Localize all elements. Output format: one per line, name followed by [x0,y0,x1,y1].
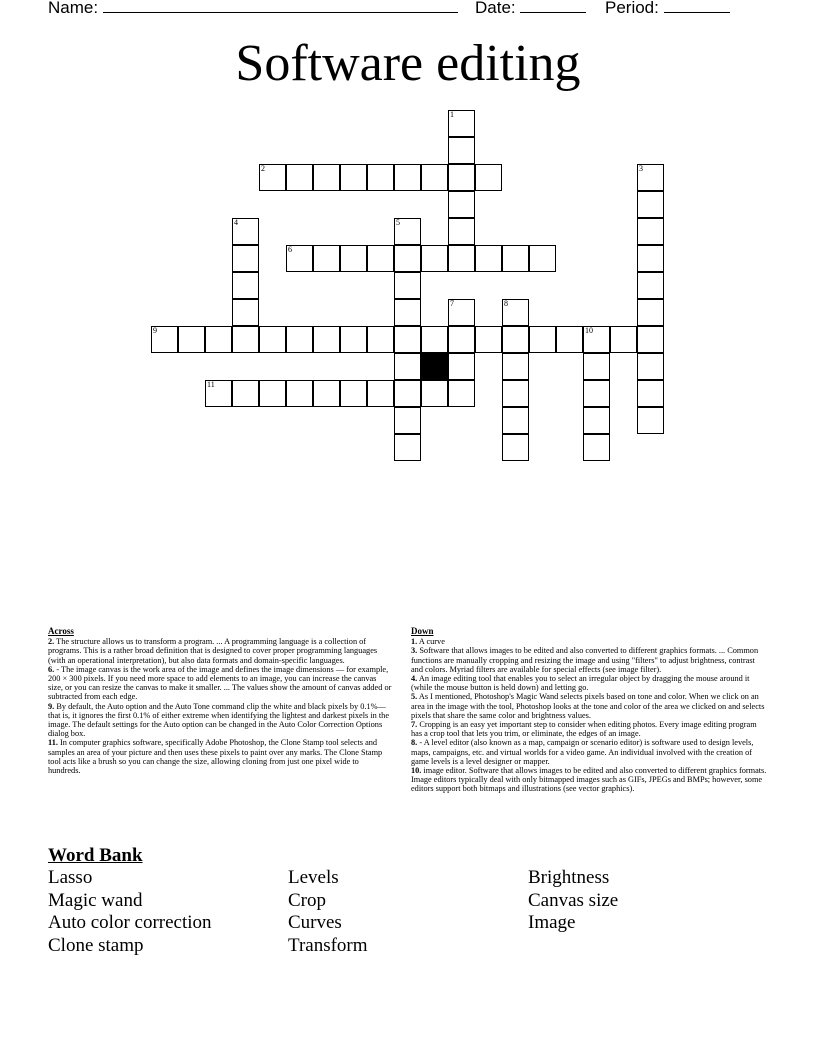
grid-cell[interactable] [394,272,421,299]
grid-cell[interactable] [394,218,421,245]
grid-cell[interactable] [448,164,475,191]
grid-cell[interactable] [448,137,475,164]
clue-number: 3. [411,646,418,656]
grid-cell[interactable] [556,326,583,353]
clue-number-label: 3 [639,164,643,173]
name-label: Name: [48,0,99,17]
clue-number: 5. [411,692,418,702]
grid-cell[interactable] [394,299,421,326]
word-bank-item: Levels [288,867,339,888]
clue-text: As I mentioned, Photoshop's Magic Wand selects pixels based on tone and color. When we click on an area in the image with the tool, Photoshop looks at the tone and color of the area we clicked on and selects pixels that share the same color and brightness values. [411,692,765,720]
clue-number-label: 9 [153,326,157,335]
clue-number-label: 5 [396,218,400,227]
grid-cell[interactable] [286,380,313,407]
clue-number-label: 8 [504,299,508,308]
grid-cell[interactable] [637,407,664,434]
clue-number-label: 10 [585,326,593,335]
clue-number: 7. [411,720,418,730]
grid-cell[interactable] [637,218,664,245]
grid-cell[interactable] [367,380,394,407]
grid-cell[interactable] [583,380,610,407]
grid-cell[interactable] [394,164,421,191]
period-label: Period: [605,0,659,17]
grid-cell[interactable] [583,326,610,353]
grid-cell[interactable] [502,245,529,272]
clue-text: An image editing tool that enables you to select an irregular object by dragging the mouse around it (while the mouse button is held down) and letting go. [411,674,750,693]
clue-number: 10. [411,766,422,776]
word-bank-item: Image [528,912,576,934]
clue-text: In computer graphics software, specifically Adobe Photoshop, the Clone Stamp tool selects and samples an area of your picture and then uses these pixels to paint over any marks. The Clone Stamp tool acts like a brush so you can change the size, allowing cloning from just one pixel wide to hundreds. [48,738,383,776]
grid-cell[interactable] [421,380,448,407]
black-square [421,353,448,380]
grid-cell[interactable] [583,434,610,461]
grid-cell[interactable] [205,326,232,353]
grid-cell[interactable] [232,245,259,272]
grid-cell[interactable] [313,326,340,353]
clue-text: Cropping is an easy yet important step to consider when editing photos. Every image editing program has a crop tool that lets you trim, or eliminate, the edges of an image. [411,720,757,739]
grid-cell[interactable] [367,326,394,353]
word-bank-title: Word Bank [48,845,143,866]
grid-cell[interactable] [421,164,448,191]
word-bank-item: Brightness [528,867,610,888]
clue-number: 8. [411,738,418,748]
clue-number-label: 7 [450,299,454,308]
clue-number-label: 11 [207,380,215,389]
clue-across [48,738,393,775]
grid-cell[interactable] [448,218,475,245]
clue-text: A curve [418,637,445,647]
clue-number-label: 2 [261,164,265,173]
clue-down [411,720,768,738]
grid-cell[interactable] [637,353,664,380]
grid-cell[interactable] [151,326,178,353]
clue-text: By default, the Auto option and the Auto Tone command clip the white and black pixels by 0.1%—that is, it ignores the first 0.1% of either extreme when identifying the lightest and darkest pixels in the image. The default settings for the Auto option can be changed in the Auto Color Correction Options dialog box. [48,701,390,739]
clue-down [411,646,768,674]
word-bank-column [288,867,368,957]
grid-cell[interactable] [178,326,205,353]
grid-cell[interactable] [610,326,637,353]
grid-cell[interactable] [475,245,502,272]
date-label: Date: [475,0,516,17]
word-bank-item: Magic wand [48,889,143,911]
grid-cell[interactable] [313,380,340,407]
clue-number-label: 4 [234,218,238,227]
grid-cell[interactable] [502,326,529,353]
clue-number: 2. [48,637,55,647]
grid-cell[interactable] [367,164,394,191]
clue-across [48,702,393,739]
grid-cell[interactable] [394,434,421,461]
grid-cell[interactable] [448,380,475,407]
clue-across [48,665,393,702]
grid-cell[interactable] [637,326,664,353]
grid-cell[interactable] [313,245,340,272]
across-heading: Across [48,626,74,636]
grid-cell[interactable] [448,245,475,272]
clue-down [411,766,768,794]
grid-cell[interactable] [340,245,367,272]
clue-down [411,738,768,766]
grid-cell[interactable] [394,353,421,380]
clue-down [411,692,768,720]
word-bank-item: Canvas size [528,889,619,911]
grid-cell[interactable] [502,353,529,380]
word-bank-item: Auto color correction [48,912,212,934]
grid-cell[interactable] [286,245,313,272]
grid-cell[interactable] [637,272,664,299]
clue-text: - A level editor (also known as a map, campaign or scenario editor) is software used to design levels, maps, campaigns, etc. and virtual worlds for a video game. An individual involved with the creation of game levels is a level designer or mapper. [411,738,754,766]
grid-cell[interactable] [232,326,259,353]
down-clues [411,627,768,794]
word-bank-item: Clone stamp [48,934,144,956]
grid-cell[interactable] [637,164,664,191]
grid-cell[interactable] [286,164,313,191]
grid-cell[interactable] [502,407,529,434]
grid-cell[interactable] [259,380,286,407]
grid-cell[interactable] [502,299,529,326]
grid-cell[interactable] [637,191,664,218]
clue-text: Software that allows images to be edited and also converted to different graphics formats. ... Common functions are manually cropping and resizing the image and using "filters" to adjust brightness, contrast and colors. Myriad filters are available for special effects (see image filter). [411,646,759,674]
grid-cell[interactable] [259,326,286,353]
crossword-grid [0,0,816,480]
grid-cell[interactable] [637,380,664,407]
grid-cell[interactable] [583,407,610,434]
word-bank-item: Curves [288,912,342,934]
clue-number: 6. [48,664,55,674]
clue-text: The structure allows us to transform a program. ... A programming language is a collection of programs. This is a rather broad definition that is designed to cover proper programming languages (with an operational interpretation), but also data formats and domain-specific languages. [48,637,378,665]
grid-cell[interactable] [502,434,529,461]
grid-cell[interactable] [502,380,529,407]
grid-cell[interactable] [448,326,475,353]
grid-cell[interactable] [529,245,556,272]
grid-cell[interactable] [394,380,421,407]
clue-number: 4. [411,674,418,684]
grid-cell[interactable] [313,164,340,191]
grid-cell[interactable] [421,245,448,272]
grid-cell[interactable] [232,272,259,299]
across-clues [48,627,393,775]
clue-number: 11. [48,738,58,748]
grid-cell[interactable] [232,380,259,407]
word-bank-item: Transform [288,934,368,956]
grid-cell[interactable] [637,299,664,326]
clue-down [411,637,768,646]
page-title: Software editing [235,35,581,92]
word-bank-column [528,867,618,935]
grid-cell[interactable] [340,380,367,407]
grid-cell[interactable] [394,326,421,353]
grid-cell[interactable] [637,245,664,272]
grid-cell[interactable] [286,326,313,353]
grid-cell[interactable] [448,353,475,380]
grid-cell[interactable] [232,218,259,245]
clue-number: 1. [411,637,418,647]
grid-cell[interactable] [394,245,421,272]
word-bank-column [48,867,212,957]
grid-cell[interactable] [421,326,448,353]
clue-down [411,674,768,692]
clue-number: 9. [48,701,55,711]
grid-cell[interactable] [259,164,286,191]
grid-cell[interactable] [448,110,475,137]
clue-text: - The image canvas is the work area of the image and defines the image dimensions — for example, 200 × 300 pixels. If you need more space to add elements to an image, you can increase the canvas size, or you can resize the canvas to make it smaller. ... The values show the amount of canvas added or subtracted from each edge. [48,664,392,702]
clue-number-label: 6 [288,245,292,254]
clue-number-label: 1 [450,110,454,119]
grid-cell[interactable] [205,380,232,407]
word-bank-item: Crop [288,889,326,911]
clue-across [48,637,393,665]
grid-cell[interactable] [475,164,502,191]
clue-text: image editor. Software that allows images to be edited and also converted to different graphics formats. Image editors typically deal with only bitmapped images such as GIFs, JPEGs and BMPs; however, some editors support both bitmaps and illustrations (see vector graphics). [411,766,767,794]
word-bank-item: Lasso [48,867,93,888]
grid-cell[interactable] [448,299,475,326]
grid-cell[interactable] [448,191,475,218]
grid-cell[interactable] [232,299,259,326]
grid-cell[interactable] [475,326,502,353]
grid-cell[interactable] [529,326,556,353]
down-heading: Down [411,626,434,636]
grid-cell[interactable] [583,353,610,380]
grid-cell[interactable] [340,326,367,353]
grid-cell[interactable] [394,407,421,434]
grid-cell[interactable] [367,245,394,272]
grid-cell[interactable] [340,164,367,191]
